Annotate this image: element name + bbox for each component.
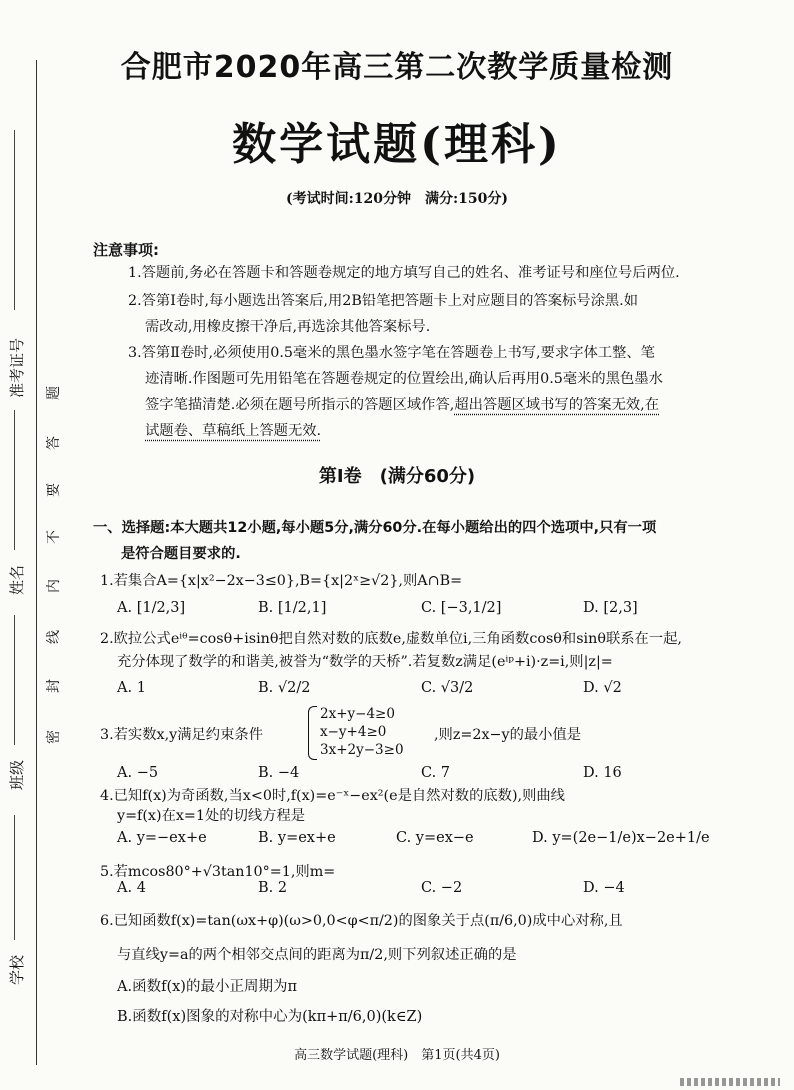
page-footer: 高三数学试题(理科) 第1页(共4页): [294, 1048, 500, 1063]
seal-char: 题: [46, 386, 62, 400]
option-b: B.函数f(x)图象的对称中心为(kπ+π/6,0)(k∈Z): [117, 1009, 423, 1025]
option-c: C. −2: [421, 880, 463, 896]
note-line: 试题卷、草稿纸上答题无效.: [145, 423, 322, 439]
note-line: 迹清晰.作图题可先用铅笔在答题卷规定的位置绘出,确认后再用0.5毫米的黑色墨水: [145, 371, 663, 387]
question-1-stem: 1.若集合A={x|x²−2x−3≤0},B={x|2ˣ≥√2},则A∩B=: [100, 573, 463, 589]
part-intro: 是符合题目要求的.: [121, 546, 241, 562]
sidebar-label-class: 班级: [8, 759, 26, 790]
option-a: A. 1: [117, 680, 146, 696]
seal-char: 答: [46, 436, 62, 450]
note-line: 需改动,用橡皮擦干净后,再选涂其他答案标号.: [145, 319, 431, 335]
option-a: A. 4: [117, 880, 146, 896]
note-line: 签字笔描清楚.必须在题号所指示的答题区域作答,超出答题区域书写的答案无效,在: [145, 397, 660, 413]
sidebar-label-exam-number: 准考证号: [8, 337, 26, 398]
school-blank[interactable]: [14, 815, 15, 940]
question-4-stem: y=f(x)在x=1处的切线方程是: [117, 808, 306, 824]
constraint: 2x+y−4≥0: [320, 706, 395, 722]
question-3-stem: 3.若实数x,y满足约束条件: [100, 727, 263, 743]
seal-char: 内: [46, 579, 62, 593]
option-c: C. √3/2: [421, 680, 474, 696]
constraint-brace: [308, 706, 317, 760]
question-4-stem: 4.已知f(x)为奇函数,当x<0时,f(x)=e⁻ˣ−ex²(e是自然对数的底数),则曲线: [100, 788, 565, 804]
paper-title: 数学试题(理科): [232, 119, 562, 170]
note-line: 1.答题前,务必在答题卡和答题卷规定的地方填写自己的姓名、准考证号和座位号后两位.: [128, 265, 680, 281]
seal-char: 不: [46, 530, 62, 544]
option-b: B. [1/2,1]: [258, 600, 327, 616]
option-c: C. y=ex−e: [396, 830, 474, 846]
constraint: 3x+2y−3≥0: [320, 742, 404, 758]
constraint: x−y+4≥0: [320, 724, 387, 740]
option-b: B. y=ex+e: [258, 830, 336, 846]
option-d: D. √2: [583, 680, 622, 696]
option-b: B. −4: [258, 765, 300, 781]
question-2-stem: 充分体现了数学的和谐美,被誉为“数学的天桥”.若复数z满足(eⁱᵖ+i)·z=i,则|z|=: [117, 654, 613, 670]
exam-title: 合肥市2020年高三第二次教学质量检测: [120, 50, 674, 85]
option-d: D. y=(2e−1/e)x−2e+1/e: [532, 830, 710, 846]
question-5-stem: 5.若mcos80°+√3tan10°=1,则m=: [100, 864, 336, 880]
seal-char: 封: [46, 679, 62, 693]
question-3-stem: ,则z=2x−y的最小值是: [434, 727, 582, 743]
notes-heading: 注意事项:: [93, 241, 159, 259]
note-line: 2.答第Ⅰ卷时,每小题选出答案后,用2B铅笔把答题卡上对应题目的答案标号涂黑.如: [128, 293, 639, 309]
option-b: B. √2/2: [258, 680, 311, 696]
seal-char: 密: [46, 730, 62, 744]
question-6-stem: 与直线y=a的两个相邻交点间的距离为π/2,则下列叙述正确的是: [117, 947, 517, 963]
option-b: B. 2: [258, 880, 288, 896]
question-6-stem: 6.已知函数f(x)=tan(ωx+φ)(ω>0,0<φ<π/2)的图象关于点(π/6,0)成中心对称,且: [100, 913, 623, 929]
note-line: 3.答第Ⅱ卷时,必须使用0.5毫米的黑色墨水签字笔在答题卷上书写,要求字体工整、笔: [128, 345, 655, 361]
option-d: D. −4: [583, 880, 625, 896]
sidebar-label-name: 姓名: [8, 564, 26, 595]
option-a: A. −5: [117, 765, 159, 781]
question-2-stem: 2.欧拉公式eⁱᶿ=cosθ+isinθ把自然对数的底数e,虚数单位i,三角函数cosθ和sinθ联系在一起,: [100, 631, 682, 647]
binding-line: [36, 60, 37, 1065]
exam-duration-info: (考试时间:120分钟 满分:150分): [285, 191, 509, 207]
class-blank[interactable]: [14, 615, 15, 745]
option-c: C. 7: [421, 765, 451, 781]
section-title: 第Ⅰ卷 (满分60分): [318, 466, 476, 487]
emphasized-text: 超出答题区域书写的答案无效,在: [454, 397, 660, 413]
option-a: A. [1/2,3]: [117, 600, 186, 616]
seal-char: 要: [46, 483, 62, 497]
option-c: C. [−3,1/2]: [421, 600, 502, 616]
part-intro: 一、选择题:本大题共12小题,每小题5分,满分60分.在每小题给出的四个选项中,只有一项: [93, 520, 657, 536]
scan-mark: [680, 1078, 780, 1086]
option-d: D. [2,3]: [583, 600, 638, 616]
option-a: A. y=−ex+e: [117, 830, 207, 846]
seal-char: 线: [46, 630, 62, 644]
option-a: A.函数f(x)的最小正周期为π: [117, 979, 297, 995]
option-d: D. 16: [583, 765, 622, 781]
sidebar-label-school: 学校: [8, 954, 26, 985]
